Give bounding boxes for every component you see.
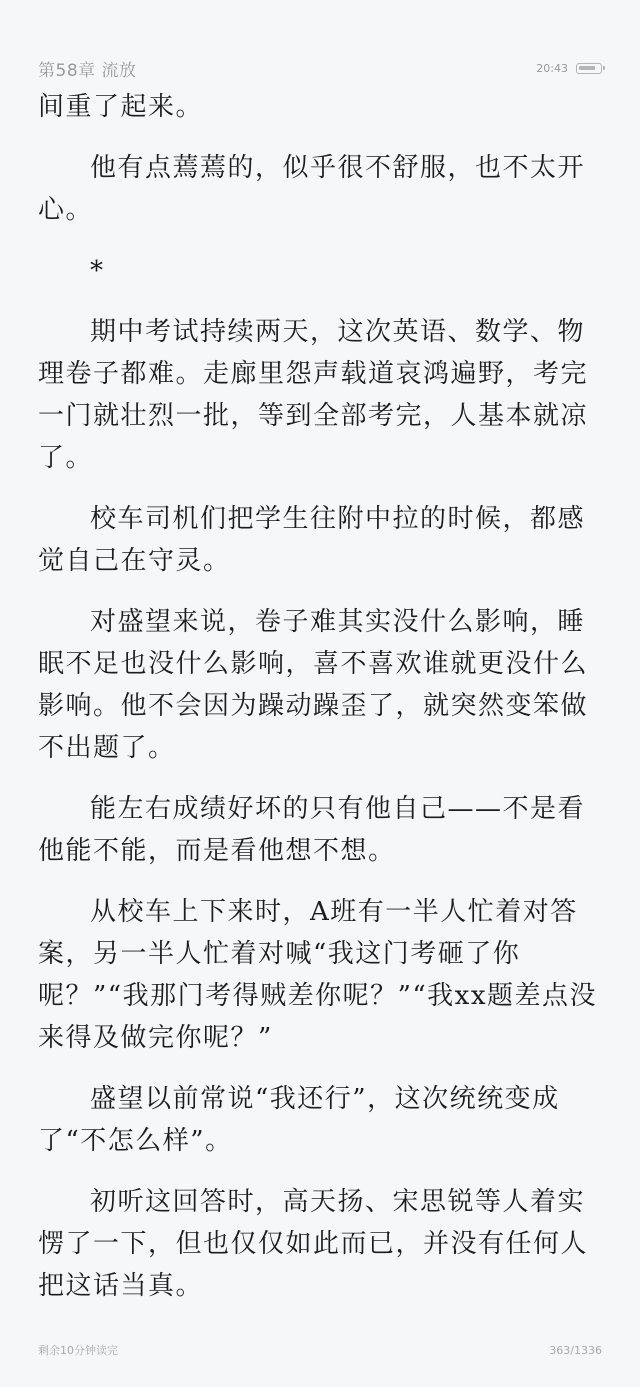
time-battery-group xyxy=(536,62,602,75)
paragraph: 能左右成绩好坏的只有他自己——不是看他能不能，而是看他想不想。 xyxy=(38,794,586,866)
paragraph: 间重了起来。 xyxy=(38,92,204,122)
chapter-text[interactable] xyxy=(38,86,604,1326)
paragraph: 盛望以前常说“我还行”，这次统统变成了“不怎么样”。 xyxy=(38,1084,560,1156)
page-indicator: 363/1336 xyxy=(549,1343,602,1357)
paragraph: 初听这回答时，高天扬、宋思锐等人着实愣了一下，但也仅仅如此而已，并没有任何人把这话当真。 xyxy=(38,1187,589,1301)
paragraph: 他有点蔫蔫的，似乎很不舒服，也不太开心。 xyxy=(38,153,586,225)
clock-time: 20:43 xyxy=(536,61,568,75)
chapter-title: 第58章 流放 xyxy=(38,60,137,81)
reader-status-bar xyxy=(38,56,602,80)
paragraph: 从校车上下来时，A班有一半人忙着对答案，另一半人忙着对喊“我这门考砸了你呢？”“我那门考得贼差你呢？”“我xx题差点没来得及做完你呢？” xyxy=(38,897,597,1053)
battery-icon xyxy=(576,63,602,74)
paragraph: 校车司机们把学生往附中拉的时候，都感觉自己在守灵。 xyxy=(38,504,586,576)
reader-footer xyxy=(38,1341,602,1359)
scene-break: * xyxy=(90,256,105,286)
paragraph: 期中考试持续两天，这次英语、数学、物理卷子都难。走廊里怨声载道哀鸿遍野，考完一门就壮烈一批，等到全部考完，人基本就凉了。 xyxy=(38,317,589,473)
remaining-time-label: 剩余10分钟读完 xyxy=(38,1344,118,1357)
battery-level-fill xyxy=(579,66,595,70)
paragraph: 对盛望来说，卷子难其实没什么影响，睡眠不足也没什么影响，喜不喜欢谁就更没什么影响。他不会因为躁动躁歪了，就突然变笨做不出题了。 xyxy=(38,607,589,763)
